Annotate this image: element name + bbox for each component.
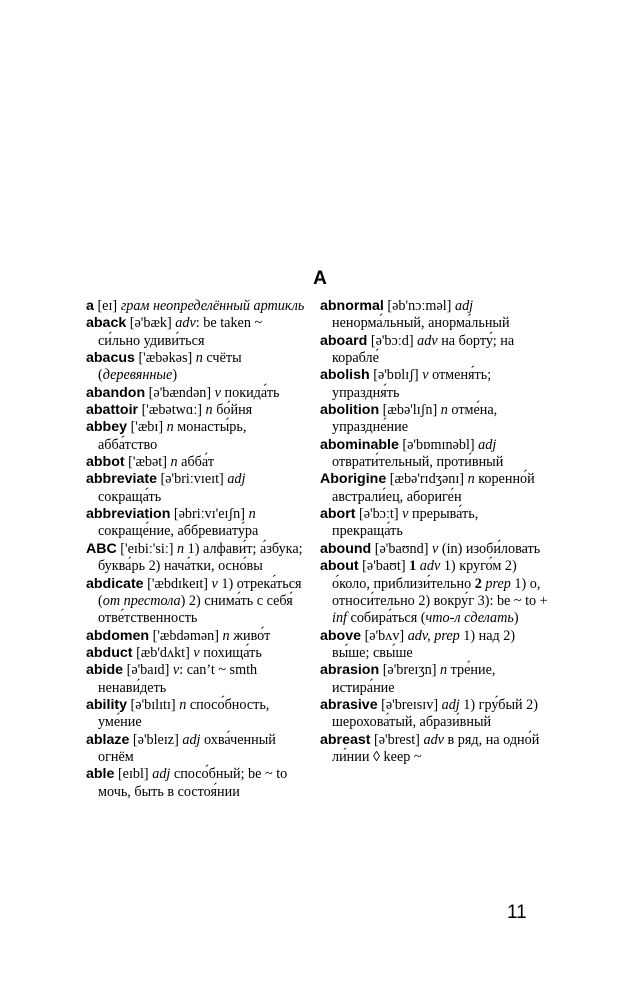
headword: a [86, 298, 94, 314]
definition-text: бо́йня [212, 402, 253, 419]
right-column [320, 298, 548, 766]
grammar-label: n [248, 506, 256, 523]
definition-text: тре́ние, истира́ние [332, 662, 496, 696]
definition-text: [eɪ] [93, 298, 121, 314]
grammar-label: adv [419, 558, 441, 575]
definition-text: ['æbətwɑː] [138, 402, 206, 419]
dictionary-entry [86, 454, 306, 471]
grammar-label: n [166, 419, 174, 436]
definition-text: ) 2) снима́ть с себя́ отве́тственность [98, 592, 293, 627]
grammar-label: n [195, 350, 203, 367]
headword: ABC [86, 540, 117, 557]
headword: abrasion [320, 662, 380, 679]
page-number: 11 [507, 902, 527, 923]
headword: abbot [86, 454, 125, 471]
headword: abacus [86, 350, 135, 367]
headword: above [320, 627, 362, 644]
grammar-label: v [214, 384, 221, 401]
headword: abbey [86, 419, 128, 436]
grammar-label: adj [478, 436, 497, 453]
definition-text: сокраща́ть [98, 488, 162, 505]
dictionary-entry [320, 333, 548, 368]
definition-text: [eɪbl] [114, 766, 153, 783]
definition-text: на борту́; на корабле́ [332, 332, 515, 367]
headword: abandon [86, 384, 146, 401]
dictionary-entry [86, 402, 306, 419]
grammar-label: что-л сделать [425, 610, 514, 627]
headword: able [86, 766, 115, 783]
headword: ablaze [86, 731, 130, 748]
definition-text: сокраще́ние, аббревиату́ра [98, 523, 259, 540]
definition-text: 1) над 2) вы́ше; свы́ше [332, 627, 516, 661]
definition-text: [ə'bæk] [126, 315, 176, 332]
definition-text: 1) круго́м 2) о́коло, приблизи́тельно [332, 558, 517, 592]
definition-text: [ə'baʊnd] [371, 540, 432, 557]
dictionary-entry [86, 628, 306, 645]
definition-text: счёты ( [98, 350, 242, 384]
definition-text: [ə'baʊt] [358, 558, 410, 575]
definition-text: спосо́бный; be ~ to мочь, быть в состоя́нии [98, 766, 288, 800]
dictionary-entry [86, 541, 306, 576]
headword: abolish [320, 367, 370, 384]
grammar-label: adv, prep [407, 627, 460, 644]
dictionary-entry [320, 732, 548, 767]
definition-text: [ə'bɒmɪnəbl] [398, 436, 479, 453]
definition-text: отменя́ть; упраздня́ть [332, 367, 492, 401]
definition-text: ['eɪbiː'siː] [116, 540, 178, 557]
headword: abreast [320, 731, 371, 748]
definition-text: [æb'dʌkt] [132, 644, 194, 661]
definition-text: коренно́й австрали́ец, абориге́н [332, 471, 535, 505]
dictionary-entry [320, 437, 548, 472]
headword: aback [86, 315, 127, 332]
dictionary-entry [86, 350, 306, 385]
headword: about [320, 558, 359, 575]
definition-text: [ə'baɪd] [123, 662, 173, 679]
grammar-label: v [422, 367, 429, 384]
dictionary-entry [320, 402, 548, 437]
dictionary-entry [320, 367, 548, 402]
headword: abdicate [86, 575, 144, 592]
grammar-label: от престола [102, 592, 181, 609]
grammar-label: adv [423, 731, 444, 748]
definition-text: живо́т [229, 627, 271, 644]
grammar-label: n [440, 662, 448, 679]
left-column [86, 298, 306, 801]
dictionary-entry [86, 315, 306, 350]
definition-text: ['æbdɪkeɪt] [143, 575, 212, 592]
headword: abide [86, 662, 124, 679]
section-letter: A [313, 268, 327, 289]
definition-text: монасты́рь, абба́тство [98, 419, 247, 453]
dictionary-entry [86, 506, 306, 541]
headword: abound [320, 540, 372, 557]
definition-text: ['æbɪ] [127, 419, 167, 436]
grammar-label: n [222, 627, 230, 644]
grammar-label: v [172, 662, 180, 679]
headword: abattoir [86, 402, 139, 419]
grammar-label: adj [441, 696, 460, 713]
grammar-label: adv [175, 315, 196, 332]
definition-text: [ə'briːvɪeɪt] [156, 471, 228, 488]
dictionary-entry [320, 298, 548, 333]
dictionary-entry [320, 662, 548, 697]
definition-text: [ə'bɔːt] [355, 506, 403, 523]
definition-text: спосо́бность, уме́ние [98, 696, 270, 731]
grammar-label: adj [227, 471, 246, 488]
definition-text: (in) изоби́ловать [438, 540, 541, 557]
definition-text: собира́ться ( [346, 610, 426, 627]
dictionary-entry [320, 558, 548, 627]
grammar-label: adv [417, 332, 438, 349]
definition-text: [ə'brest] [370, 731, 424, 748]
dictionary-entry [86, 471, 306, 506]
grammar-label: n [440, 402, 448, 419]
definition-text: [ə'breɪʒn] [379, 662, 440, 679]
headword: abolition [320, 402, 380, 419]
dictionary-entry [86, 385, 306, 402]
headword: aboard [320, 332, 368, 349]
grammar-label: adj [454, 298, 474, 314]
grammar-label: v [402, 506, 409, 523]
definition-text: ['æbət] [124, 454, 171, 471]
definition-text: : can’t ~ smth ненави́деть [98, 662, 258, 696]
definition-text: в ряд, на одно́й ли́нии ◊ keep ~ [332, 731, 540, 765]
headword: abbreviation [86, 506, 171, 523]
definition-text: [əbriːvɪ'eɪʃn] [170, 506, 249, 523]
definition-text: [æbə'lɪʃn] [379, 402, 441, 419]
dictionary-entry [86, 645, 306, 662]
dictionary-entry [86, 662, 306, 697]
definition-text: [ə'bleɪz] [129, 731, 183, 748]
headword: abdomen [86, 627, 150, 644]
definition-text: : be taken ~ си́льно удиви́ться [98, 315, 263, 349]
headword: abrasive [320, 696, 378, 713]
definition-text: ) [513, 610, 519, 627]
grammar-label: деревянные [102, 367, 173, 384]
definition-text: [ə'bændən] [145, 384, 215, 401]
grammar-label: adj [152, 766, 171, 783]
definition-text: 1) гру́бый 2) шерохова́тый, абрази́вный [332, 696, 539, 731]
grammar-label: v [211, 575, 218, 592]
definition-text: 1) отрека́ться ( [98, 575, 302, 609]
grammar-label: inf [332, 610, 347, 627]
definition-text: 1 [409, 558, 417, 575]
definition-text: 1) алфави́т; а́збука; буква́рь 2) нача́тки, осно́вы [98, 540, 303, 575]
definition-text: отме́на, упраздне́ние [332, 402, 498, 436]
definition-text: 2 [474, 575, 482, 592]
definition-text: [ə'bɪlɪtɪ] [127, 696, 180, 713]
headword: abnormal [320, 298, 384, 314]
grammar-label: prep [485, 575, 511, 592]
headword: abduct [86, 644, 133, 661]
dictionary-entry [86, 732, 306, 767]
definition-text: [ə'bɒlɪʃ] [369, 367, 423, 384]
grammar-label: грам неопределённый артикль [120, 298, 305, 314]
definition-text: [ə'bʌv] [361, 627, 408, 644]
definition-text: ['æbəkəs] [134, 350, 196, 367]
headword: ability [86, 696, 127, 713]
definition-text: прерыва́ть, прекраща́ть [332, 506, 479, 540]
definition-text: покида́ть [220, 384, 280, 401]
grammar-label: n [177, 540, 185, 557]
dictionary-entry [86, 419, 306, 454]
dictionary-entry [320, 471, 548, 506]
grammar-label: v [193, 644, 200, 661]
grammar-label: v [432, 540, 439, 557]
grammar-label: n [179, 696, 187, 713]
definition-text: [ə'bɔːd] [367, 332, 418, 349]
headword: abominable [320, 436, 399, 453]
definition-text: 1) о, относи́тельно 2) вокру́г 3): be ~ to + [332, 575, 548, 609]
dictionary-entry [86, 298, 306, 315]
dictionary-entry [320, 506, 548, 541]
dictionary-entry [86, 697, 306, 732]
headword: Aborigine [320, 471, 387, 488]
definition-text: [ə'breɪsɪv] [377, 696, 442, 713]
headword: abort [320, 506, 356, 523]
grammar-label: n [205, 402, 213, 419]
definition-text: охва́ченный огнём [98, 731, 276, 765]
grammar-label: n [467, 471, 475, 488]
grammar-label: n [170, 454, 178, 471]
definition-text: [əb'nɔːməl] [383, 298, 455, 314]
dictionary-entry [320, 697, 548, 732]
definition-text: [æbə'rɪdʒənɪ] [386, 471, 468, 488]
grammar-label: adj [182, 731, 201, 748]
definition-text: похища́ть [199, 644, 262, 661]
definition-text: абба́т [177, 454, 215, 471]
dictionary-entry [86, 766, 306, 801]
definition-text: ) [172, 367, 178, 384]
dictionary-entry [86, 576, 306, 628]
definition-text: ['æbdəmən] [149, 627, 223, 644]
dictionary-entry [320, 628, 548, 663]
definition-text: ненорма́льный, анорма́льный [332, 315, 510, 332]
definition-text: отврати́тельный, проти́вный [332, 454, 504, 471]
dictionary-entry [320, 541, 548, 558]
headword: abbreviate [86, 471, 157, 488]
